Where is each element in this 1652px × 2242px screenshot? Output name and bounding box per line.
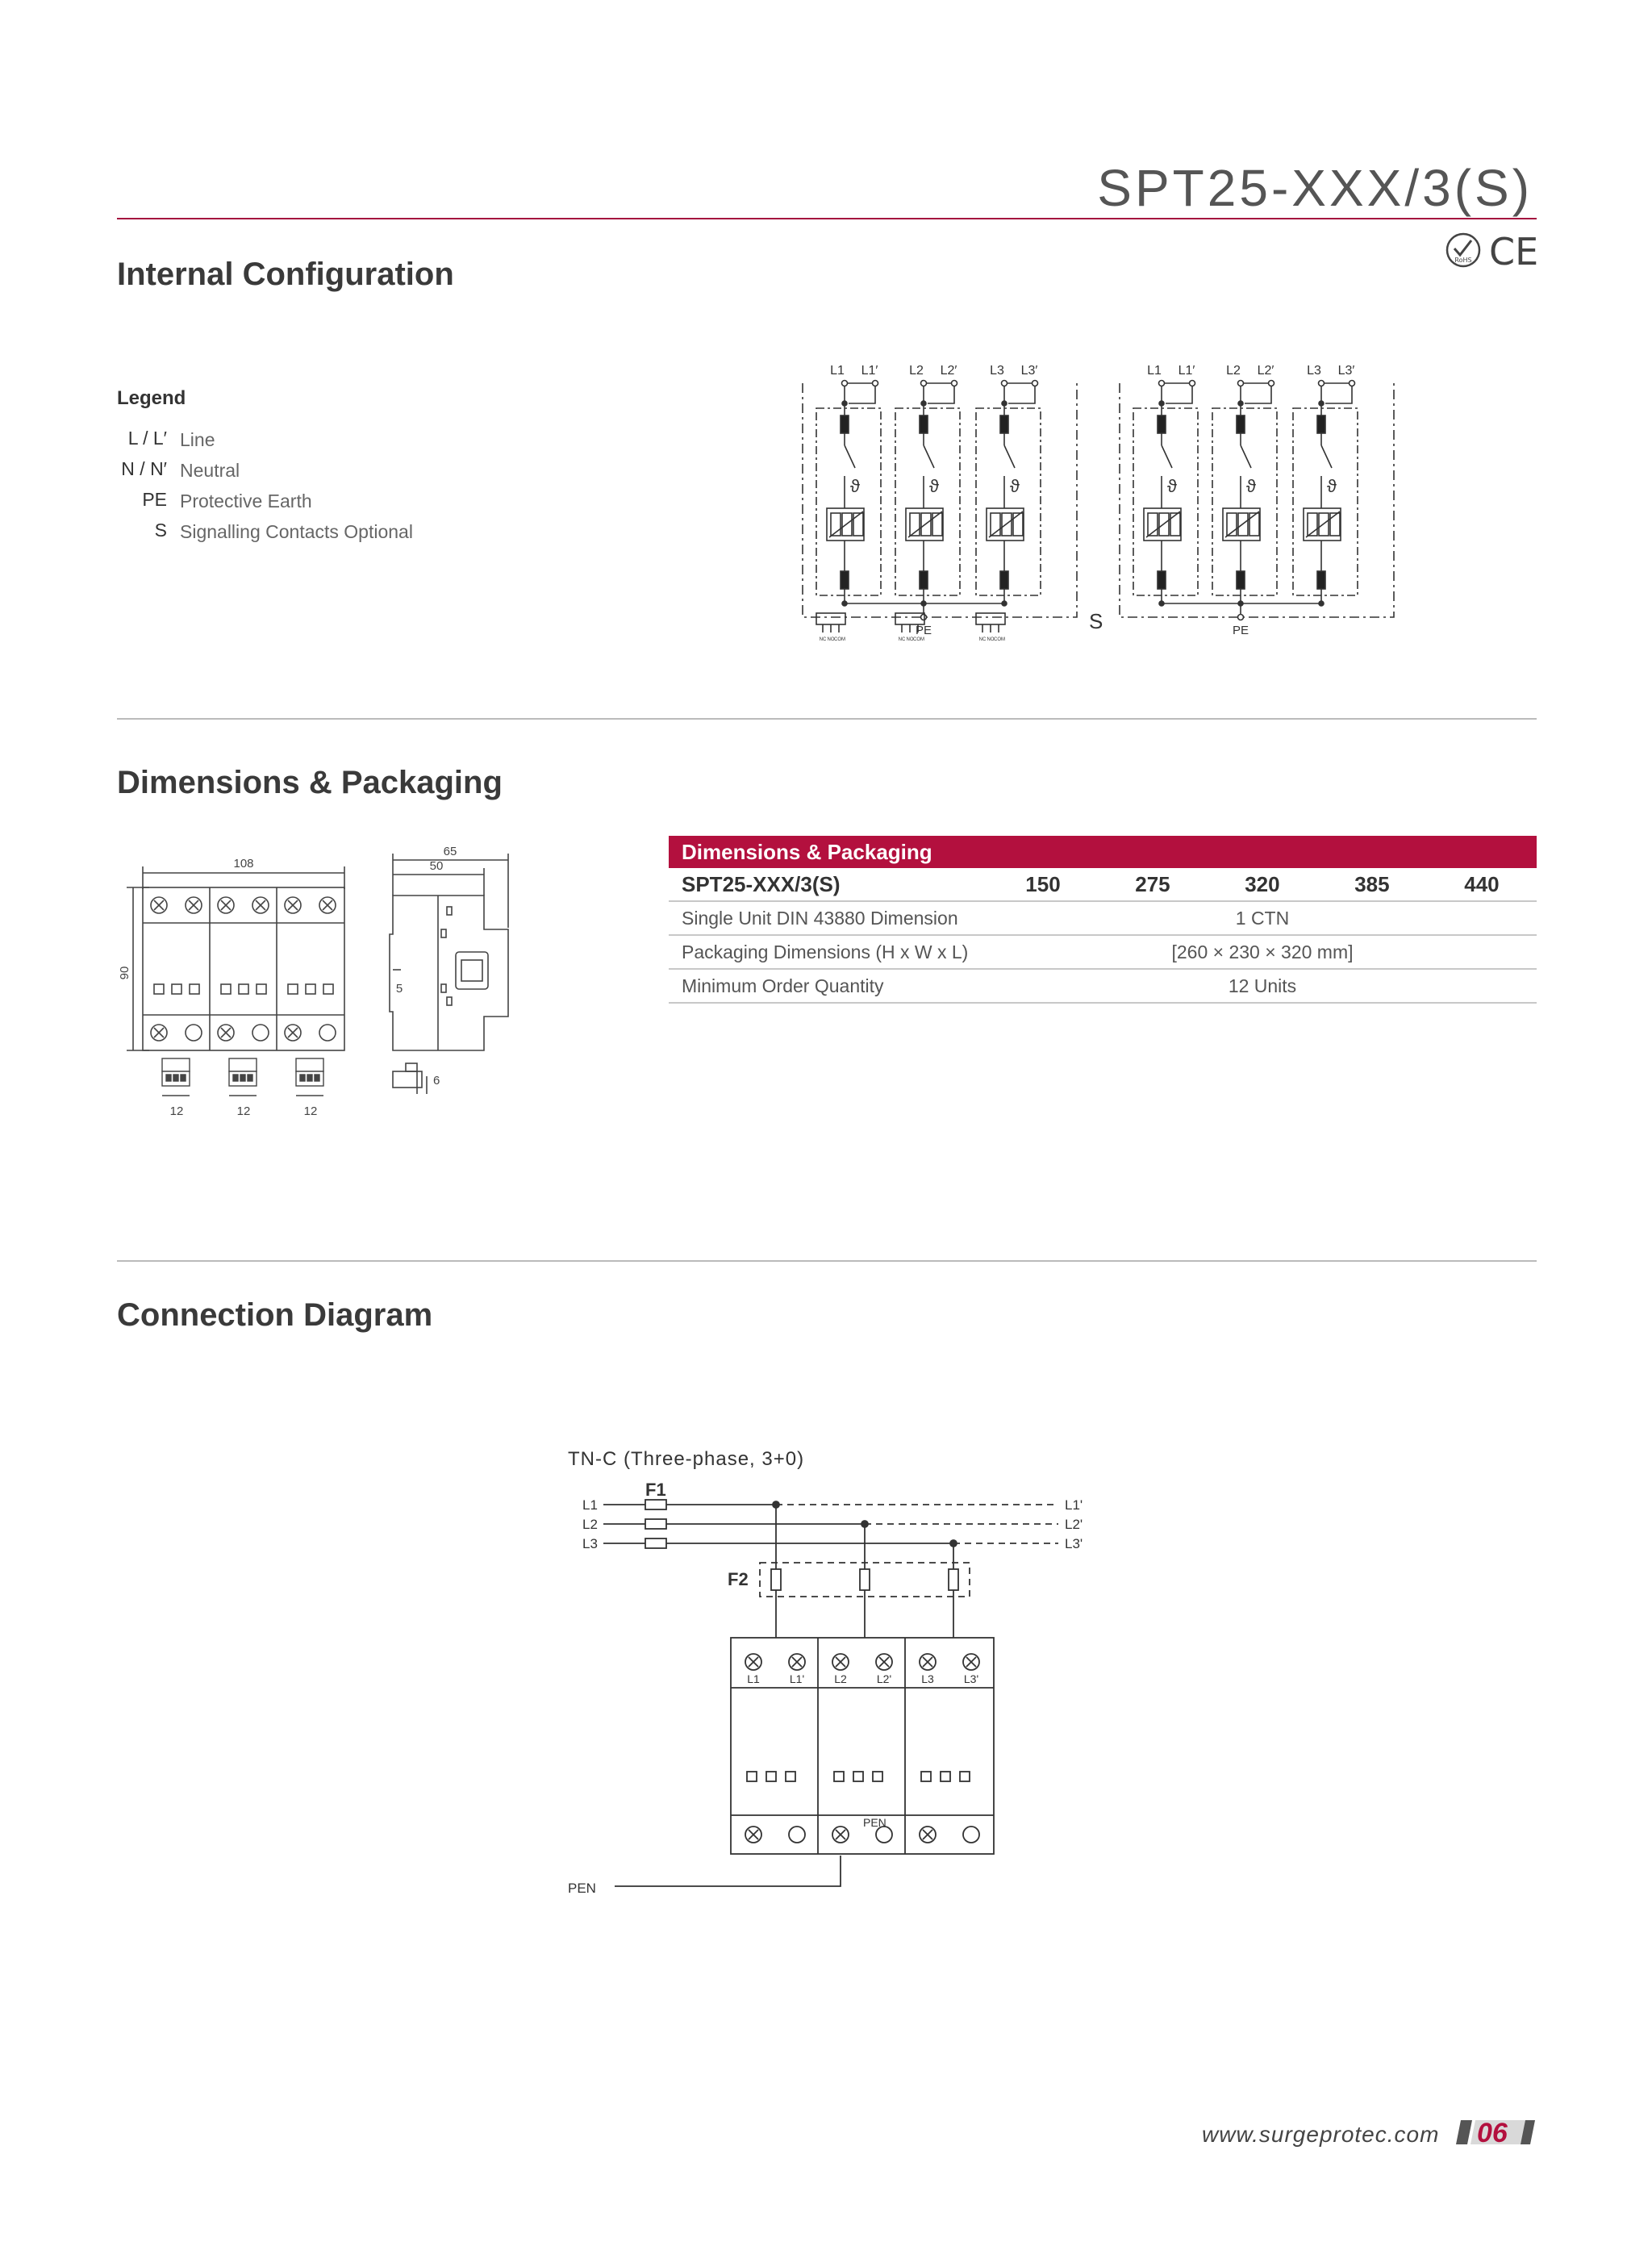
legend-symbol: PE xyxy=(142,489,167,510)
module-outline xyxy=(816,408,881,595)
signal-window xyxy=(960,1772,970,1781)
signal-window xyxy=(941,1772,950,1781)
table-voltage-cell: 440 xyxy=(1427,868,1537,901)
terminal-label: L1 xyxy=(747,1672,760,1685)
line-in-label: L2 xyxy=(582,1517,598,1532)
table-row xyxy=(669,935,1537,969)
thermal-symbol: ϑ xyxy=(1009,476,1020,496)
terminal-screws xyxy=(151,897,336,1041)
plug-connector-icon xyxy=(229,1058,257,1096)
contact-label: NO xyxy=(906,637,914,642)
ce-mark: CE xyxy=(1489,230,1539,271)
signal-window xyxy=(873,1772,882,1781)
thermal-symbol: ϑ xyxy=(1245,476,1257,496)
legend-text: Protective Earth xyxy=(180,491,312,511)
varistor-icon xyxy=(906,508,943,541)
legend-text: Line xyxy=(180,429,215,450)
terminal-screw-icon xyxy=(151,1025,167,1041)
fuse-icon xyxy=(645,1519,666,1529)
section-divider xyxy=(117,1260,1537,1262)
thermal-symbol: ϑ xyxy=(1166,476,1178,496)
legend-symbol: L / L′ xyxy=(127,428,167,449)
thermal-disconnector xyxy=(1321,445,1332,468)
varistor-icon xyxy=(1223,508,1260,541)
signal-window xyxy=(239,984,248,994)
line-out-label: L1' xyxy=(1065,1497,1083,1513)
terminal-screw-icon xyxy=(963,1654,979,1670)
footer-url[interactable]: www.surgeprotec.com xyxy=(1202,2122,1440,2147)
varistor-icon xyxy=(1304,508,1341,541)
fuse-icon xyxy=(1317,415,1325,433)
terminal-screw-icon xyxy=(920,1827,936,1843)
internal-configuration-diagram xyxy=(791,355,1404,645)
fuse-icon xyxy=(1158,571,1166,589)
contact-label: COM xyxy=(994,637,1005,642)
dim-width-label: 108 xyxy=(233,857,254,870)
terminal-label: L1' xyxy=(789,1672,805,1685)
legend-title: Legend xyxy=(117,387,186,409)
contact-label: NO xyxy=(827,637,835,642)
dim-rail-label: 50 xyxy=(429,859,444,873)
thermal-symbol: ϑ xyxy=(849,476,861,496)
terminal-screw-icon xyxy=(745,1654,761,1670)
page-number: 06 xyxy=(1477,2118,1508,2148)
fuse-icon xyxy=(1317,571,1325,589)
terminal-label: L2' xyxy=(876,1672,892,1685)
module-outline xyxy=(976,408,1041,595)
varistor-icon xyxy=(1144,508,1181,541)
table-row xyxy=(669,901,1537,935)
terminal-label: L3 xyxy=(1307,364,1321,378)
signal-window xyxy=(786,1772,795,1781)
pen-wire xyxy=(615,1856,841,1886)
signal-window xyxy=(766,1772,776,1781)
signal-contact-icon xyxy=(976,613,1005,633)
contact-label: NC xyxy=(978,637,987,642)
thermal-disconnector xyxy=(1162,445,1172,468)
section-title-connection: Connection Diagram xyxy=(117,1297,433,1333)
table-value-cell: 12 Units xyxy=(988,969,1537,1003)
terminal-screw-icon xyxy=(832,1654,849,1670)
pe-label: PE xyxy=(915,624,932,637)
terminal-label: L1 xyxy=(830,364,845,378)
terminal-hole-icon xyxy=(252,1025,269,1041)
fuse-icon xyxy=(1158,415,1166,433)
module-outline xyxy=(731,1638,994,1854)
thermal-symbol: ϑ xyxy=(928,476,940,496)
terminal-screw-icon xyxy=(745,1827,761,1843)
dimensions-packaging-table xyxy=(669,836,1537,1004)
table-model-cell: SPT25-XXX/3(S) xyxy=(669,868,988,901)
schematic-lines xyxy=(803,381,1394,633)
connection-diagram xyxy=(557,1436,1105,1912)
fuse-icon xyxy=(841,415,849,433)
module-outline xyxy=(1293,408,1358,595)
fuse-icon xyxy=(1000,571,1008,589)
terminal-label: L2 xyxy=(1226,364,1241,378)
terminal-label: L3' xyxy=(963,1672,979,1685)
contact-label: NO xyxy=(987,637,995,642)
document-title: SPT25-XXX/3(S) xyxy=(1097,159,1533,217)
dim-plug-label: 12 xyxy=(303,1104,318,1118)
terminal-hole-icon xyxy=(789,1827,805,1843)
module-outline xyxy=(1212,408,1277,595)
varistor-icon xyxy=(827,508,864,541)
table-row xyxy=(669,868,1537,901)
terminal-hole-icon xyxy=(963,1827,979,1843)
module-side-view xyxy=(390,854,508,1094)
dim-plug-label: 12 xyxy=(236,1104,251,1118)
terminal-label: L1′ xyxy=(861,364,878,378)
signal-window xyxy=(306,984,315,994)
line-out-label: L2' xyxy=(1065,1517,1083,1532)
signal-plugs xyxy=(162,1058,323,1096)
fuse-icon xyxy=(1000,415,1008,433)
dim-offset-label: 5 xyxy=(395,982,403,996)
rohs-icon xyxy=(1447,234,1479,266)
certification-marks xyxy=(1444,229,1539,271)
legend-symbol: S xyxy=(154,520,167,541)
fuse-icon xyxy=(1237,571,1245,589)
terminal-screw-icon xyxy=(151,897,167,913)
signal-window xyxy=(288,984,298,994)
fuse-icon xyxy=(920,415,928,433)
signal-windows xyxy=(154,984,333,994)
terminal-screw-icon xyxy=(920,1654,936,1670)
s-label: S xyxy=(1089,609,1103,633)
signal-window xyxy=(921,1772,931,1781)
fuse-f2-label: F2 xyxy=(728,1569,749,1589)
pen-terminal-label: PEN xyxy=(863,1816,886,1829)
table-voltage-cell: 385 xyxy=(1317,868,1427,901)
table-header: Dimensions & Packaging xyxy=(669,836,1537,868)
terminal-screw-icon xyxy=(285,897,301,913)
terminal-screw-icon xyxy=(285,1025,301,1041)
thermal-disconnector xyxy=(1241,445,1251,468)
terminal-screw-icon xyxy=(218,897,234,913)
system-type-label: TN-C (Three-phase, 3+0) xyxy=(568,1448,805,1470)
legend-text: Neutral xyxy=(180,460,240,481)
line-out-label: L3' xyxy=(1065,1536,1083,1551)
table-voltage-cell: 150 xyxy=(988,868,1098,901)
terminal-screw-icon xyxy=(218,1025,234,1041)
fuse-icon xyxy=(860,1569,870,1590)
module-outline xyxy=(1133,408,1198,595)
table-label-cell: Single Unit DIN 43880 Dimension xyxy=(669,901,988,935)
dimension-drawing xyxy=(117,839,528,1129)
table-value-cell: 1 CTN xyxy=(988,901,1537,935)
module-terminal-labels xyxy=(747,1672,978,1685)
legend-text: Signalling Contacts Optional xyxy=(180,521,413,542)
line-in-label: L1 xyxy=(582,1497,598,1513)
terminal-label: L1 xyxy=(1147,364,1162,378)
rohs-label: RoHS xyxy=(1454,257,1472,264)
signal-window xyxy=(853,1772,863,1781)
dim-plug-label: 12 xyxy=(169,1104,184,1118)
dim-depth-label: 65 xyxy=(443,845,457,858)
contact-label: NC xyxy=(898,637,906,642)
fuse-icon xyxy=(771,1569,781,1590)
schematic-labels xyxy=(820,364,1355,642)
spd-module xyxy=(731,1638,994,1854)
pen-input-label: PEN xyxy=(568,1881,596,1896)
module-front-outline xyxy=(143,887,344,1050)
thermal-disconnector xyxy=(1004,445,1015,468)
terminal-label: L1′ xyxy=(1178,364,1195,378)
signal-window xyxy=(834,1772,844,1781)
header-rule xyxy=(117,218,1537,219)
pe-label: PE xyxy=(1232,624,1249,637)
section-divider xyxy=(117,718,1537,720)
wiring xyxy=(603,1500,1058,1886)
table-voltage-cell: 320 xyxy=(1208,868,1317,901)
terminal-label: L3 xyxy=(921,1672,934,1685)
plug-connector-icon xyxy=(296,1058,323,1096)
line-in-label: L3 xyxy=(582,1536,598,1551)
plug-connector-icon xyxy=(162,1058,190,1096)
terminal-screw-icon xyxy=(252,897,269,913)
table-label-cell: Packaging Dimensions (H x W x L) xyxy=(669,935,988,969)
terminal-label: L2 xyxy=(909,364,924,378)
terminal-label: L2 xyxy=(834,1672,847,1685)
fuse-icon xyxy=(949,1569,958,1590)
thermal-symbol: ϑ xyxy=(1326,476,1337,496)
dim-plug-height-label: 6 xyxy=(433,1074,440,1088)
dim-height-label: 90 xyxy=(118,966,131,980)
signal-window xyxy=(257,984,266,994)
terminal-label: L2′ xyxy=(1257,364,1274,378)
signal-window xyxy=(323,984,333,994)
contact-label: COM xyxy=(834,637,845,642)
fuse-icon xyxy=(841,571,849,589)
table-row xyxy=(669,969,1537,1003)
fuse-f1-label: F1 xyxy=(645,1480,666,1500)
table-label-cell: Minimum Order Quantity xyxy=(669,969,988,1003)
fuse-icon xyxy=(1237,415,1245,433)
signal-window xyxy=(154,984,164,994)
thermal-disconnector xyxy=(845,445,855,468)
terminal-screw-icon xyxy=(876,1654,892,1670)
fuse-icon xyxy=(645,1500,666,1509)
terminal-label: L2′ xyxy=(940,364,957,378)
signal-window xyxy=(172,984,181,994)
signal-window xyxy=(747,1772,757,1781)
terminal-screw-icon xyxy=(832,1827,849,1843)
signal-contact-icon xyxy=(816,613,845,633)
table-value-cell: [260 × 230 × 320 mm] xyxy=(988,935,1537,969)
table-voltage-cell: 275 xyxy=(1098,868,1208,901)
section-title-internal: Internal Configuration xyxy=(117,257,454,292)
terminal-hole-icon xyxy=(876,1827,892,1843)
signal-window xyxy=(221,984,231,994)
section-title-dimensions: Dimensions & Packaging xyxy=(117,765,503,800)
module-outline xyxy=(895,408,960,595)
terminal-label: L3 xyxy=(990,364,1004,378)
legend-symbol: N / N′ xyxy=(121,458,167,479)
contact-label: COM xyxy=(913,637,924,642)
terminal-hole-icon xyxy=(319,1025,336,1041)
terminal-screw-icon xyxy=(186,897,202,913)
signal-window xyxy=(190,984,199,994)
terminal-screw-icon xyxy=(789,1654,805,1670)
terminal-label: L3′ xyxy=(1337,364,1355,378)
fuse-icon xyxy=(920,571,928,589)
terminal-screw-icon xyxy=(319,897,336,913)
thermal-disconnector xyxy=(924,445,934,468)
contact-label: NC xyxy=(819,637,827,642)
fuse-icon xyxy=(645,1539,666,1548)
terminal-hole-icon xyxy=(186,1025,202,1041)
varistor-icon xyxy=(987,508,1024,541)
terminal-label: L3′ xyxy=(1020,364,1038,378)
